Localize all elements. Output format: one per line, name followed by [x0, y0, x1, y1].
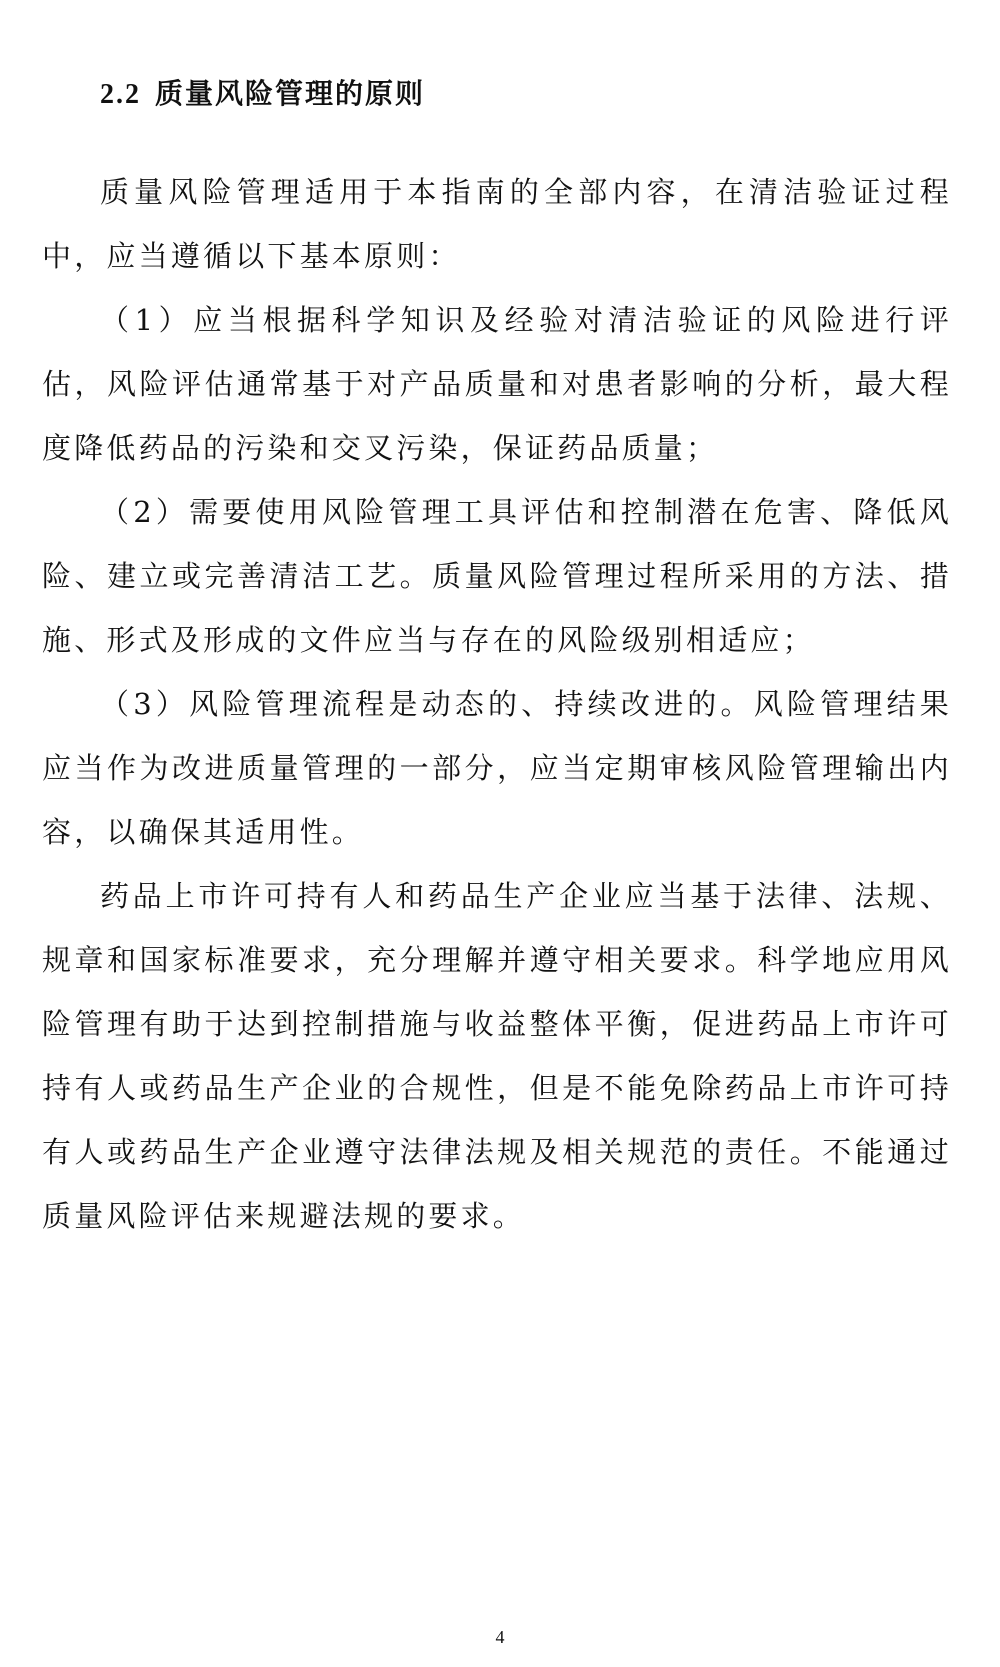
- section-number: 2.2: [100, 79, 141, 110]
- body-text: [42, 160, 952, 1248]
- section-heading: [100, 72, 425, 112]
- paragraph-principle-3: （3）风险管理流程是动态的、持续改进的。风险管理结果应当作为改进质量管理的一部分，应当定期审核风险管理输出内容，以确保其适用性。: [42, 687, 952, 849]
- paragraph-principle-2: （2）需要使用风险管理工具评估和控制潜在危害、降低风险、建立或完善清洁工艺。质量风险管理过程所采用的方法、措施、形式及形成的文件应当与存在的风险级别相适应；: [42, 495, 952, 657]
- paragraph-principle-1: （1）应当根据科学知识及经验对清洁验证的风险进行评估，风险评估通常基于对产品质量和对患者影响的分析，最大程度降低药品的污染和交叉污染，保证药品质量；: [42, 303, 952, 465]
- paragraph-intro: 质量风险管理适用于本指南的全部内容，在清洁验证过程中，应当遵循以下基本原则：: [42, 175, 952, 273]
- page-number: 4: [495, 1627, 505, 1647]
- section-title: 质量风险管理的原则: [155, 77, 426, 110]
- paragraph-compliance: 药品上市许可持有人和药品生产企业应当基于法律、法规、规章和国家标准要求，充分理解并遵守相关要求。科学地应用风险管理有助于达到控制措施与收益整体平衡，促进药品上市许可持有人或药品生产企业的合规性，但是不能免除药品上市许可持有人或药品生产企业遵守法律法规及相关规范的责任。不能通过质量风险评估来规避法规的要求。: [42, 879, 952, 1233]
